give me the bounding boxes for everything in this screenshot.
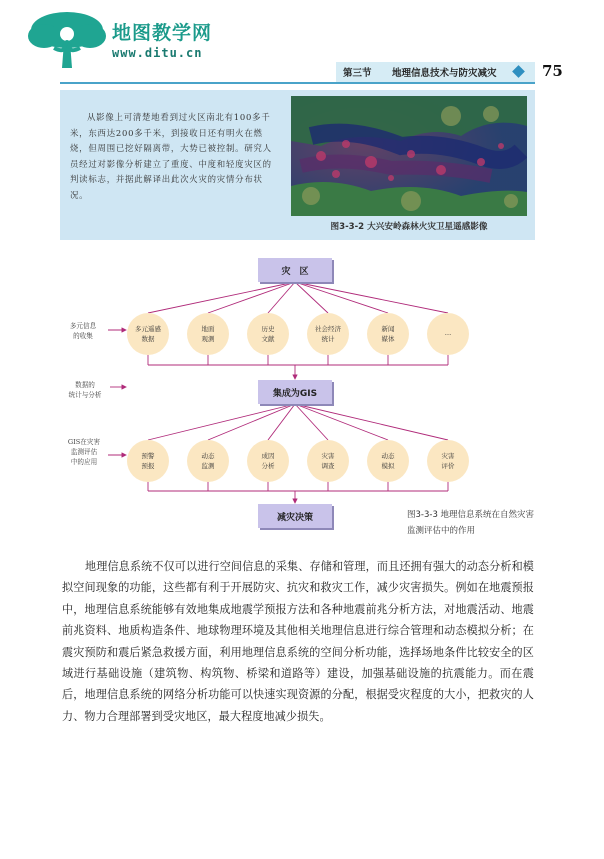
application-node [427, 440, 469, 482]
source-node-label: 地面 观测 [201, 325, 215, 343]
application-node [187, 440, 229, 482]
section-label: 第三节 [343, 68, 372, 79]
connector-line [295, 282, 448, 313]
source-node [307, 313, 349, 355]
gis-integration-label: 集成为GIS [272, 389, 318, 399]
header-rule [60, 82, 535, 84]
source-node [247, 313, 289, 355]
source-node-label: 社会经济 统计 [315, 325, 341, 343]
connector-line [295, 404, 328, 440]
side-label-analysis: 数据的 统计与分析 [68, 381, 102, 399]
application-node-label: 灾害 调查 [321, 452, 335, 470]
application-node-label: 灾害 评价 [441, 452, 455, 470]
side-label-collection: 多元信息 的收集 [69, 322, 97, 340]
source-node [127, 313, 169, 355]
source-node-label: 历史 文献 [261, 325, 275, 343]
tree-logo-icon [22, 8, 112, 70]
application-node-label: 成因 分析 [261, 452, 275, 470]
logo-title: 地图教学网 [112, 22, 213, 44]
gis-integration-box [258, 380, 332, 404]
side-label-application: GIS在灾害 监测评估 中的应用 [67, 438, 101, 466]
satellite-caption: 图3-3-2 大兴安岭森林火灾卫星遥感影像 [330, 222, 488, 232]
application-node-label: 动态 监测 [201, 452, 215, 470]
application-node [247, 440, 289, 482]
connector-line [295, 282, 328, 313]
disaster-area-box [258, 258, 332, 282]
application-node-label: 动态 模拟 [381, 452, 395, 470]
disaster-area-label: 灾 区 [281, 267, 309, 277]
decision-box [258, 504, 332, 528]
source-node-label: … [444, 329, 452, 337]
application-node [307, 440, 349, 482]
source-node-label: 多元遥感 数据 [135, 325, 161, 343]
application-node [367, 440, 409, 482]
connector-line [295, 404, 388, 440]
source-node [367, 313, 409, 355]
page-number: 75 [542, 62, 563, 80]
source-node [187, 313, 229, 355]
application-node [127, 440, 169, 482]
figure-caption: 图3-3-3 地理信息系统在自然灾害监测评估中的作用 [407, 510, 535, 536]
application-node-label: 预警 预报 [141, 452, 155, 470]
satellite-image [291, 96, 527, 216]
source-node [427, 313, 469, 355]
body-paragraph: 地理信息系统不仅可以进行空间信息的采集、存储和管理，而且还拥有强大的动态分析和模拟空间现象的功能，这些都有利于开展防灾、抗灾和救灾工作，减少灾害损失。例如在地震预报中，地理信息系统能够有效地集成地震学预报方法和各种地震前兆分析方法，对地震活动、地震前兆资料、地质构造条件、地球物理环境及其他相关地理信息进行综合管理和动态模拟分析；在震灾预防和震后紧急救援方面，利用地理信息系统的空间分析功能，选择场地条件比较安全的区域进行基础设施（建筑物、构筑物、桥梁和道路等）建设，加强基础设施的抗震能力。而在震后，地理信息系统的网络分析功能可以快速实现资源的分配，根据受灾程度的大小，把救灾的人力、物力合理部署到受灾地区，最大程度地减少损失。 [62, 560, 534, 723]
intro-text: 从影像上可清楚地看到过火区南北有100多千米，东西达200多千米，到接收日还有明火在燃烧，但周围已挖好隔离带，大势已被控制。研究人员经过对影像分析建立了重度、中度和轻度灾区的判读标志，并据此解译出此次火灾的灾情分布状况。 [70, 112, 272, 200]
decision-label: 减灾决策 [276, 513, 313, 523]
logo-url: www.ditu.cn [112, 46, 203, 60]
connector-line [295, 404, 448, 440]
source-node-label: 新闻 媒体 [381, 325, 395, 343]
connector-line [295, 282, 388, 313]
chapter-title: 地理信息技术与防灾减灾 [392, 68, 497, 79]
